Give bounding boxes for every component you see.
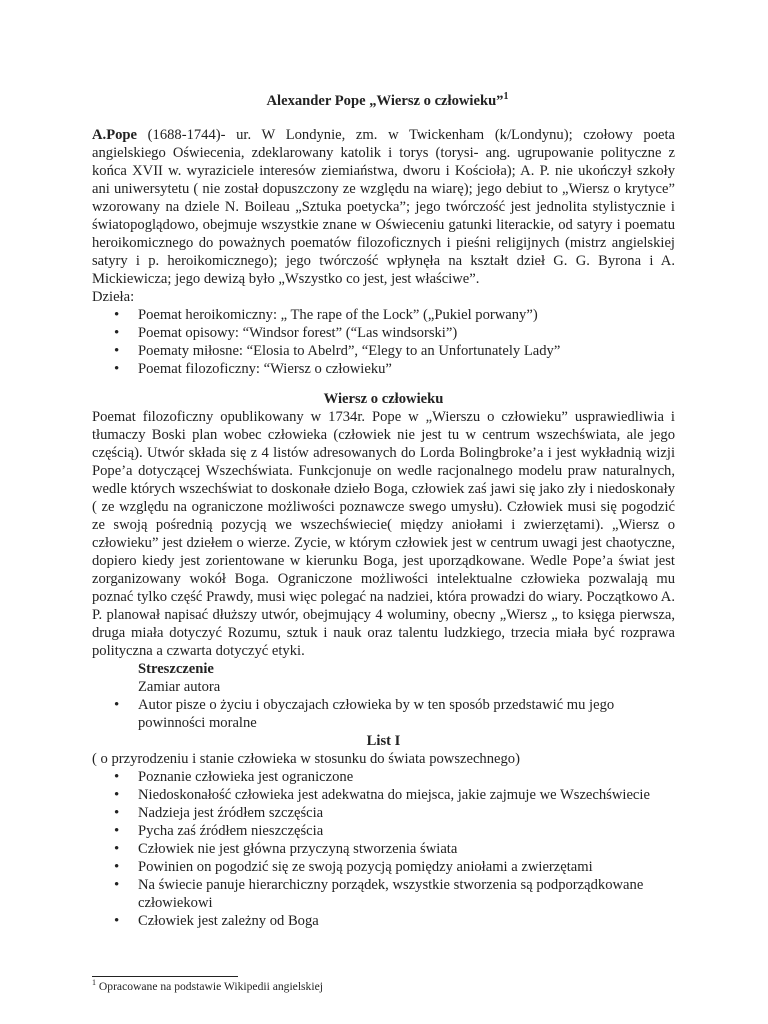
poem-paragraph: Poemat filozoficzny opublikowany w 1734r. Pope w „Wierszu o człowieku” usprawiedliwia i tłumaczy Boski plan wobec człowieka (człowiek nie jest tu w centrum wszechświata, ale jego częścią). Utwór składa się z 4 listów adresowanych do Lorda Bolingbroke’a i jest wykładnią wizji Pope’a dotyczącej Wszechświata. Funkcjonuje on wedle racjonalnego modelu praw naturalnych, wedle których wszechświat to doskonałe dzieło Boga, człowiek zaś jawi się jako zły i niedoskonały ( ze względu na ograniczone możliwości poznawcze swego umysłu). Człowiek musi się pogodzić ze swoją pośrednią pozycją we wszechświecie( między aniołami i zwierzętami). „Wiersz o człowieku” jest dziełem o wierze. Zycie, w którym człowiek jest w centrum uwagi jest chaotyczne, dopiero kiedy jest zorientowane w kierunku Boga, jest uporządkowane. Wedle Pope’a świat jest zorganizowany wokół Boga. Ograniczone możliwości intelektualne człowieka pozwalają mu poznać tylko część Prawdy, musi więc polegać na nadziei, która prowadzi do wiary. Początkowo A. P. planował napisać dłuższy utwór, obejmujący 4 woluminy, obecny „Wiersz „ to księga pierwsza, druga miała dotyczyć Rozumu, sztuk i nauk oraz talentu ludzkiego, trzecia miała być rozprawa polityczna a czwarta dotyczyć etyki. bbox=[92, 409, 675, 659]
summary-list bbox=[92, 696, 675, 732]
intro-text: (1688-1744)- ur. W Londynie, zm. w Twickenham (k/Londynu); czołowy poeta angielskiego Oświecenia, zdeklarowany katolik i torys (torysi- ang. ugrupowanie polityczne z końca XVII w. wyraziciele interesów ziemiaństwa, dworu i Kościoła); A. P. nie ukończył szkoły ani uniwersytetu ( nie został dopuszczony ze względu na wiarę); jego debiut to „Wiersz o krytyce” wzorowany na dziele N. Boileau „Sztuka poetycka”; jego twórczość jest jednolita stylistycznie i światopoglądowo, obejmuje wszystkie znane w Oświeceniu gatunki literackie, od satyry i poematu heroikomicznego do poważnych poematów filozoficznych i pieśni religijnych (mistrz angielskiej satyry i p. heroikomicznego); jego twórczość wpłynęła na kształt dzieł G. G. Byrona i A. Mickiewicza; jego dewizą było „Wszystko co jest, jest właściwe”. bbox=[92, 127, 675, 287]
list-item: • Człowiek jest zależny od Boga bbox=[138, 912, 675, 930]
works-label: Dzieła: bbox=[92, 289, 135, 305]
summary-heading: Streszczenie bbox=[138, 661, 214, 677]
intro-paragraph bbox=[92, 126, 675, 288]
footnote-reference[interactable]: 1 bbox=[503, 91, 509, 103]
list-item: • Autor pisze o życiu i obyczajach człowieka by w ten sposób przedstawić mu jego powinności moralne bbox=[138, 696, 675, 732]
list-item: • Nadzieja jest źródłem szczęścia bbox=[138, 804, 675, 822]
list-item: • Poemat opisowy: “Windsor forest” (“Las windsorski”) bbox=[138, 324, 675, 342]
list-item: • Niedoskonałość człowieka jest adekwatna do miejsca, jakie zajmuje we Wszechświecie bbox=[138, 786, 675, 804]
list-item: • Poematy miłosne: “Elosia to Abelrd”, “Elegy to an Unfortunately Lady” bbox=[138, 342, 675, 360]
works-list bbox=[92, 306, 675, 378]
list-item: • Pycha zaś źródłem nieszczęścia bbox=[138, 822, 675, 840]
footnote bbox=[92, 980, 323, 994]
list-1-items bbox=[92, 768, 675, 930]
list-item: • Na świecie panuje hierarchiczny porządek, wszystkie stworzenia są podporządkowane człowiekowi bbox=[138, 876, 675, 912]
footnote-number: 1 bbox=[92, 978, 96, 988]
page-title bbox=[100, 92, 675, 110]
list-item: • Człowiek nie jest główna przyczyną stworzenia świata bbox=[138, 840, 675, 858]
footnote-divider bbox=[92, 976, 238, 977]
author-name: A.Pope bbox=[92, 127, 137, 143]
list-item: • Poemat heroikomiczny: „ The rape of the Lock” („Pukiel porwany”) bbox=[138, 306, 675, 324]
section-heading-poem: Wiersz o człowieku bbox=[323, 391, 444, 407]
list-item: • Poznanie człowieka jest ograniczone bbox=[138, 768, 675, 786]
summary-subheading: Zamiar autora bbox=[138, 679, 221, 695]
section-heading-list-1: List I bbox=[366, 733, 401, 749]
list-item: • Poemat filozoficzny: “Wiersz o człowieku” bbox=[138, 360, 675, 378]
footnote-text: Opracowane na podstawie Wikipedii angielskiej bbox=[96, 980, 323, 993]
document-body bbox=[92, 92, 675, 930]
title-text: Alexander Pope „Wiersz o człowieku” bbox=[266, 93, 504, 109]
list-item: • Powinien on pogodzić się ze swoją pozycją pomiędzy aniołami a zwierzętami bbox=[138, 858, 675, 876]
list-1-subtitle: ( o przyrodzeniu i stanie człowieka w stosunku do świata powszechnego) bbox=[92, 751, 520, 767]
